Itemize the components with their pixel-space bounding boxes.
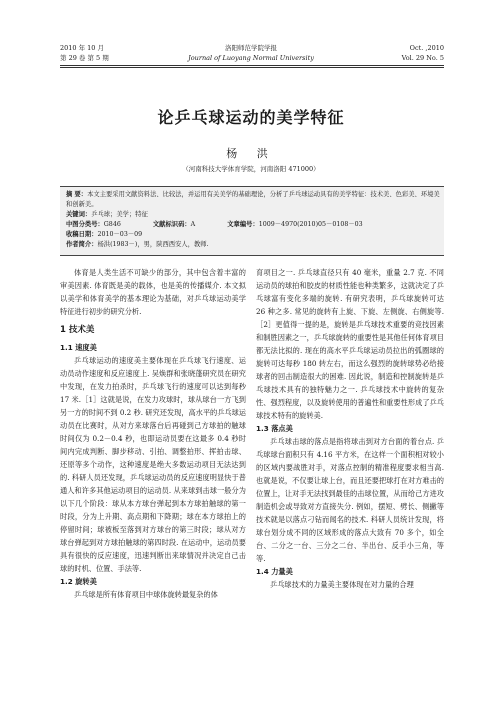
article-title: 论乒乓球运动的美学特征 <box>157 108 345 127</box>
spin-paragraph-start: 乒乓球是所有体育项目中球体旋转最复杂的体 <box>74 590 218 599</box>
placement-paragraph: 乒乓球击球的落点是指将球击到对方台面的着台点. 乒乓球球台面积只有 4.16 平方米，在这样一个面积相对较小的区域内要战胜对手，对落点控制的精准程度要求相当高. 也就是说，不仅要让球上台，而且还要把球打在对方难击的位置上，让对手无法找到最佳的击球位置，从而给己方进攻制造机会或导致对方直接失分. 例如，摆短、劈长、侧撇等技术就是以落点刁钻而闻名的技术. 科研人员统计发现，将球台划分成不同的区域形成的落点大致有 70 多个，如全台、二分之一台、三分之二台、半出台、反手小三角，等等. <box>256 437 444 563</box>
abstract-label: 摘 要： <box>66 191 88 198</box>
subsection-speed-heading: 1.1 速度美 <box>60 343 97 352</box>
bio-label: 作者简介： <box>66 241 98 248</box>
header-journal-en: Journal of Luoyang Normal University <box>188 54 314 62</box>
article-author: 杨 洪 <box>226 147 276 160</box>
received-line <box>66 230 440 240</box>
intro-paragraph: 体育是人类生活不可缺少的部分，其中包含着丰富的审美因素. 体育既是美的载体，也是美的传播媒介. 本文拟以美学和体育美学的基本理论为基础，对乒乓球运动美学特征进行初步的研究分析. <box>60 268 246 316</box>
clc-value: G846 <box>103 221 121 228</box>
left-column <box>60 266 246 601</box>
doc-label: 文献标识码： <box>152 221 191 228</box>
header-journal-cn: 洛阳师范学院学报 <box>225 44 277 52</box>
header-rule-thin <box>60 67 444 68</box>
article-no-label: 文章编号： <box>227 221 259 228</box>
keywords-text: 乒乓球；美学；特征 <box>91 211 148 218</box>
received-label: 收稿日期： <box>66 231 98 238</box>
received-value: 2010－03－09 <box>97 231 143 238</box>
article-no-value: 1009－4970(2010)05－0108－03 <box>258 221 363 228</box>
doc-value: A <box>190 221 196 228</box>
section-technique-heading: 1 技术美 <box>60 325 95 335</box>
header-date-cn: 2010 年 10 月 <box>60 44 105 52</box>
abstract <box>66 190 440 210</box>
header-issue-cn: 第 29 卷 第 5 期 <box>60 54 109 62</box>
article-affiliation: （河南科技大学体育学院，河南洛阳 471000） <box>182 165 320 173</box>
subsection-power-heading: 1.4 力量美 <box>256 567 293 576</box>
power-paragraph-start: 乒乓球技术的力量美主要体现在对力量的合理 <box>270 580 414 589</box>
keywords-label: 关键词： <box>66 211 92 218</box>
abstract-text: 本文主要采用文献资料法、比较法，并运用有关美学的基础理论，分析了乒乓球运动具有的美学特征：技术美、色彩美、环境美和创新美。 <box>66 191 440 208</box>
right-column <box>256 266 444 591</box>
header-date-en: Oct. ,2010 <box>409 44 444 52</box>
subsection-spin-heading: 1.2 旋转美 <box>60 577 97 586</box>
subsection-placement-heading: 1.3 落点美 <box>256 424 293 433</box>
bio-line <box>66 240 440 250</box>
header-rule <box>60 65 444 66</box>
spin-paragraph-cont: 育项目之一. 乒乓球直径只有 40 毫米，重量 2.7 克. 不同运动员的球拍和胶皮的材质性能也种类繁多，这就决定了乒乓球富有变化多端的旋转. 有研究表明，乒乓球旋转可达 26 种之多. 常见的旋转有上旋、下旋、左侧旋、右侧旋等.［2］更值得一提的是，旋转是乒乓球技术重要的竞技因素和制胜因素之一，乒乓球旋转的重要性是其他任何体育项目都无法比拟的. 现在的高水平乒乓球运动员拉出的弧圈球的旋转可达每秒 180 转左右，而这么强烈的旋转球势必给接球者的回击制造很大的困难. 因此说，制造和控制旋转是乒乓球技术具有的独特魅力之一. 乒乓球技术中旋转的复杂性、强烈程度，以及旋转使用的普遍性和重要性形成了乒乓球技术特有的旋转美. <box>256 268 444 420</box>
header-volume-en: Vol. 29 No. 5 <box>401 54 444 62</box>
speed-paragraph: 乒乓球运动的速度美主要体现在乒乓球飞行速度、运动员动作速度和反应速度上. 吴焕群和张晓蓬研究员在研究中发现，在发力拍杀时，乒乓球飞行的速度可以达到每秒 17 米.［1］这就是说，在发力攻球时，球从球台一方飞到另一方的时间不到 0.2 秒. 研究还发现，高水平的乒乓球运动员在比赛时，从对方来球落台后再碰到己方球拍的触球时间仅为 0.2－0.4 秒，也即运动员要在这最多 0.4 秒时间内完成判断、脚步移动、引拍、调整拍形、挥拍击球、还原等多个动作，这种速度是绝大多数运动项目无法达到的. 科研人员还发现，乒乓球运动员的反应速度明显快于普通人和许多其他运动项目的运动员. 从来球到击球一般分为以下几个阶段：球从本方球台弹起到本方球拍触球的第一时段，分为上升期、高点期和下降期；球在本方球拍上的停留时间；球被板至落到对方球台的第三时段；球从对方球台弹起到对方球拍触球的第四时段. 在运动中，运动员要具有很快的反应速度，迅速判断出来球情况并决定自己击球的时机、位置、手法等. <box>60 356 246 573</box>
keywords <box>66 210 440 220</box>
classification-line <box>66 220 440 230</box>
bio-value: 杨洪(1983－)，男，陕西西安人，教师. <box>97 241 209 248</box>
clc-label: 中图分类号： <box>66 221 104 228</box>
